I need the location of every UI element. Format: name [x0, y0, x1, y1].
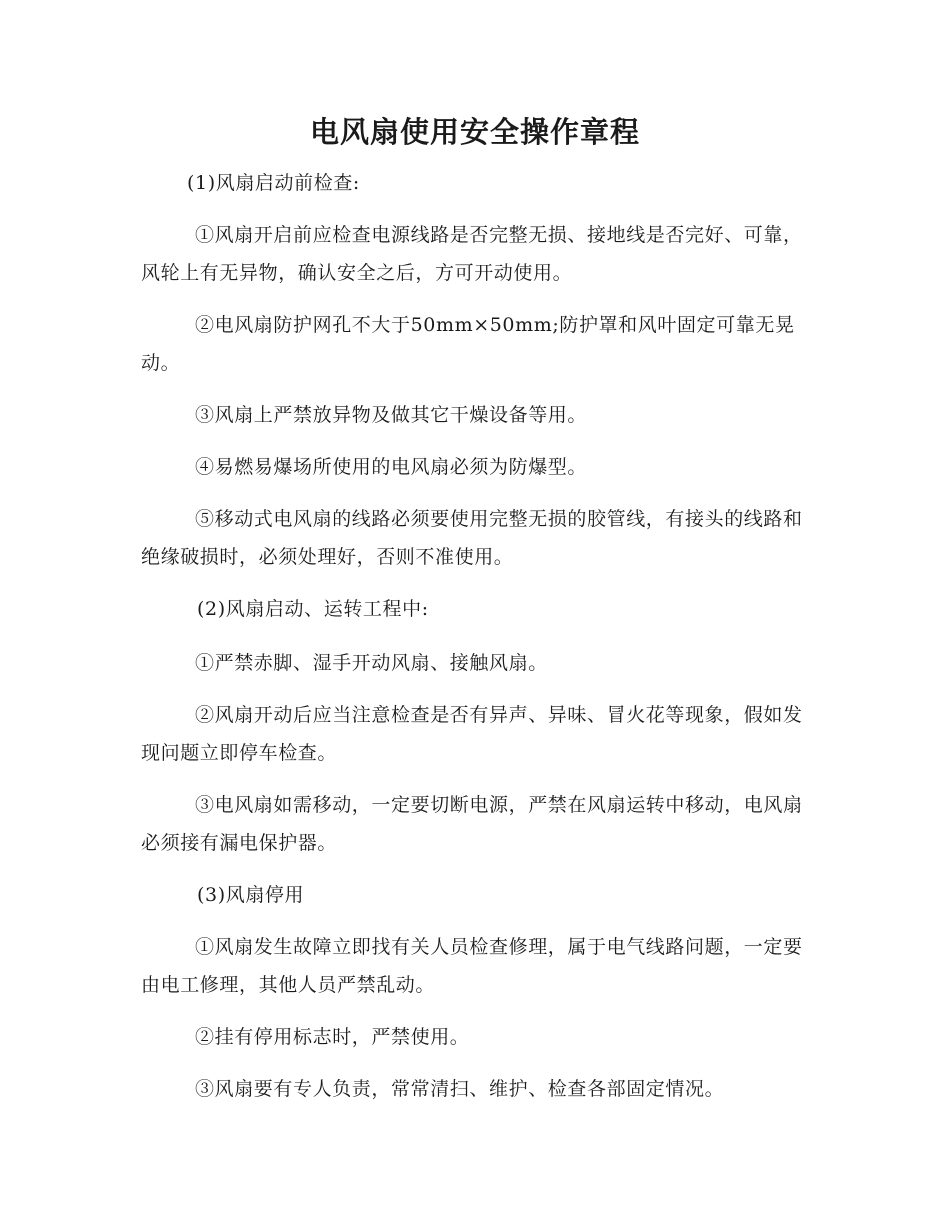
section-heading-3: (3)风扇停用: [197, 884, 305, 906]
paragraph-3-2: ②挂有停用标志时，严禁使用。: [195, 1026, 470, 1048]
paragraph-1-1: ①风扇开启前应检查电源线路是否完整无损、接地线是否完好、可靠，风轮上有无异物，确认安全之后，方可开动使用。: [141, 224, 803, 284]
section-heading-1: (1)风扇启动前检查:: [187, 172, 360, 194]
paragraph-1-3: ③风扇上严禁放异物及做其它干燥设备等用。: [195, 404, 588, 426]
paragraph-2-1: ①严禁赤脚、湿手开动风扇、接触风扇。: [195, 652, 548, 674]
section-heading-2: (2)风扇启动、运转工程中:: [197, 598, 429, 620]
paragraph-2-3: ③电风扇如需移动，一定要切断电源，严禁在风扇运转中移动，电风扇必须接有漏电保护器。: [141, 794, 803, 854]
paragraph-1-4: ④易燃易爆场所使用的电风扇必须为防爆型。: [195, 456, 588, 478]
paragraph-3-1: ①风扇发生故障立即找有关人员检查修理，属于电气线路问题，一定要由电工修理，其他人员严禁乱动。: [141, 936, 803, 996]
document-title: 电风扇使用安全操作章程: [309, 115, 640, 149]
paragraph-1-5: ⑤移动式电风扇的线路必须要使用完整无损的胶管线，有接头的线路和绝缘破损时，必须处理好，否则不准使用。: [141, 508, 803, 568]
paragraph-1-2: ②电风扇防护网孔不大于50mm×50mm;防护罩和风叶固定可靠无晃动。: [141, 314, 795, 374]
paragraph-3-3: ③风扇要有专人负责，常常清扫、维护、检查各部固定情况。: [195, 1078, 725, 1100]
paragraph-2-2: ②风扇开动后应当注意检查是否有异声、异味、冒火花等现象，假如发现问题立即停车检查。: [141, 704, 803, 764]
